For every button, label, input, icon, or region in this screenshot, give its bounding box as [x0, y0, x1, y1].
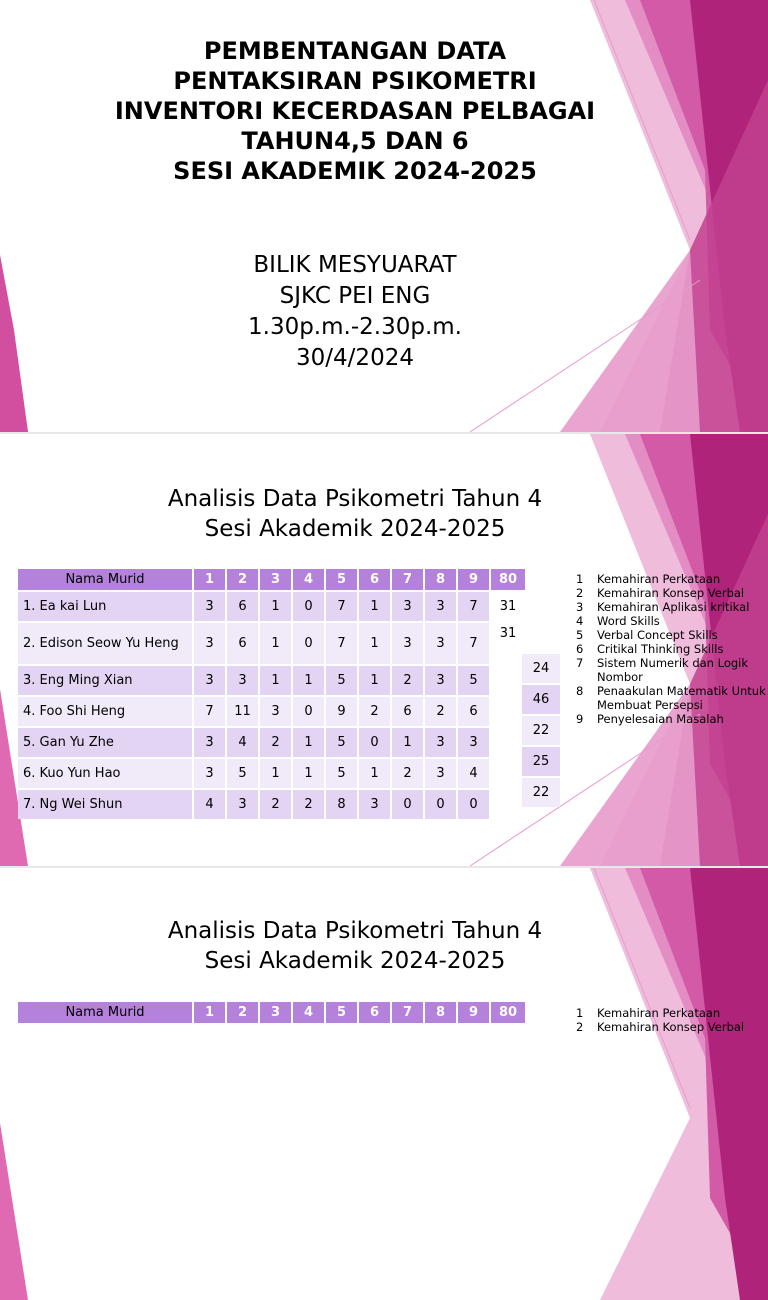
score-cell: 3: [260, 695, 293, 726]
score-cell: 2: [392, 664, 425, 695]
total-value: 24: [522, 654, 560, 683]
student-name: 1. Ea kai Lun: [18, 590, 194, 621]
score-cell: 0: [293, 621, 326, 664]
legend-text: Kemahiran Perkataan: [597, 1006, 721, 1020]
legend-number: 3: [576, 600, 584, 614]
legend-number: 2: [576, 586, 584, 600]
score-cell: 3: [194, 621, 227, 664]
header-cell: 5: [326, 569, 359, 590]
score-cell: 1: [260, 664, 293, 695]
table-header-row: [18, 1002, 527, 1023]
score-cell: 8: [326, 788, 359, 819]
slide-2-title: [60, 484, 650, 544]
legend-text: Critikal Thinking Skills: [597, 642, 724, 656]
header-cell: 1: [194, 1002, 227, 1023]
title-line: TAHUN4,5 DAN 6: [241, 127, 469, 155]
score-cell: 11: [227, 695, 260, 726]
table-row: [18, 664, 527, 695]
score-cell: 2: [425, 695, 458, 726]
score-cell: 6: [392, 695, 425, 726]
legend-number: 2: [576, 1020, 584, 1034]
score-cell: 2: [260, 788, 293, 819]
header-cell: 2: [227, 1002, 260, 1023]
header-cell: 80: [491, 569, 527, 590]
legend-item: [576, 586, 766, 600]
score-cell: 1: [293, 726, 326, 757]
header-cell: 80: [491, 1002, 527, 1023]
header-cell: Nama Murid: [18, 569, 194, 590]
score-cell: 6: [227, 621, 260, 664]
subtitle-line: 1.30p.m.-2.30p.m.: [248, 314, 462, 340]
total-value: 46: [522, 685, 560, 714]
legend-item: [576, 614, 766, 628]
table-header-row: [18, 569, 527, 590]
score-cell: 5: [326, 664, 359, 695]
header-cell: 9: [458, 1002, 491, 1023]
header-cell: 8: [425, 1002, 458, 1023]
legend-number: 1: [576, 1006, 584, 1020]
score-cell: 3: [227, 664, 260, 695]
psychometric-table: [18, 1002, 527, 1023]
psychometric-table: [18, 569, 527, 819]
score-cell: 7: [326, 621, 359, 664]
legend-number: 6: [576, 642, 584, 656]
score-cell: 0: [392, 788, 425, 819]
header-cell: 9: [458, 569, 491, 590]
score-cell: 4: [458, 757, 491, 788]
total-value: 25: [522, 747, 560, 776]
title-line: INVENTORI KECERDASAN PELBAGAI: [114, 97, 596, 125]
score-cell: 3: [359, 788, 392, 819]
title-line: Sesi Akademik 2024-2025: [204, 516, 506, 542]
header-cell: 7: [392, 569, 425, 590]
table-row: [18, 757, 527, 788]
legend-item: [576, 572, 766, 586]
legend-item: [576, 656, 766, 684]
legend-text: Kemahiran Konsep Verbal: [597, 1020, 745, 1034]
header-cell: 6: [359, 1002, 392, 1023]
score-cell: 6: [458, 695, 491, 726]
score-cell: 0: [293, 590, 326, 621]
slide-3-title: [60, 916, 650, 976]
score-cell: 7: [326, 590, 359, 621]
student-name: 6. Kuo Yun Hao: [18, 757, 194, 788]
legend-item: [576, 712, 766, 726]
legend-item: [576, 628, 766, 642]
subtitle-line: 30/4/2024: [296, 345, 414, 371]
score-cell: 3: [194, 590, 227, 621]
table-row: [18, 788, 527, 819]
score-cell: 3: [392, 621, 425, 664]
subtitle-line: BILIK MESYUARAT: [253, 252, 457, 278]
score-cell: 9: [326, 695, 359, 726]
header-cell: Nama Murid: [18, 1002, 194, 1023]
legend-item: [576, 684, 766, 712]
score-cell: 3: [425, 590, 458, 621]
legend-number: 5: [576, 628, 584, 642]
score-cell: 4: [227, 726, 260, 757]
student-name: 5. Gan Yu Zhe: [18, 726, 194, 757]
total-value: 22: [522, 716, 560, 745]
table-row: [18, 695, 527, 726]
slide-2: [0, 434, 768, 866]
score-cell: 7: [458, 590, 491, 621]
score-cell: 1: [359, 664, 392, 695]
header-cell: 6: [359, 569, 392, 590]
score-cell: 7: [194, 695, 227, 726]
score-cell: 1: [359, 621, 392, 664]
score-cell: 3: [194, 757, 227, 788]
score-cell: 1: [260, 621, 293, 664]
score-cell: 6: [227, 590, 260, 621]
header-cell: 7: [392, 1002, 425, 1023]
score-cell: 3: [227, 788, 260, 819]
legend-text: Word Skills: [597, 614, 660, 628]
table-row: [18, 590, 527, 621]
legend-text: Penaakulan Matematik Untuk Membuat Persepsi: [597, 684, 766, 712]
score-cell: 1: [260, 757, 293, 788]
table-row: [18, 726, 527, 757]
title-line: Analisis Data Psikometri Tahun 4: [167, 486, 543, 512]
score-cell: 1: [293, 664, 326, 695]
category-legend: [576, 572, 766, 726]
score-cell: 0: [458, 788, 491, 819]
legend-number: 9: [576, 712, 584, 726]
score-cell: 7: [458, 621, 491, 664]
score-cell: 2: [359, 695, 392, 726]
category-legend: [576, 1006, 766, 1034]
score-cell: 3: [194, 664, 227, 695]
header-cell: 5: [326, 1002, 359, 1023]
header-cell: 3: [260, 1002, 293, 1023]
legend-number: 4: [576, 614, 584, 628]
score-cell: 0: [425, 788, 458, 819]
score-cell: 3: [425, 621, 458, 664]
header-cell: 1: [194, 569, 227, 590]
legend-number: 7: [576, 656, 584, 670]
title-line: PEMBENTANGAN DATA: [203, 37, 507, 65]
legend-text: Verbal Concept Skills: [597, 628, 718, 642]
student-name: 3. Eng Ming Xian: [18, 664, 194, 695]
header-cell: 3: [260, 569, 293, 590]
score-cell: 3: [458, 726, 491, 757]
score-cell: 1: [293, 757, 326, 788]
slide-1: [0, 0, 768, 432]
score-cell: 5: [326, 726, 359, 757]
score-cell: 3: [425, 726, 458, 757]
score-cell: 2: [293, 788, 326, 819]
student-name: 4. Foo Shi Heng: [18, 695, 194, 726]
score-cell: 3: [425, 757, 458, 788]
legend-number: 8: [576, 684, 584, 698]
total-cell: 31: [491, 590, 527, 621]
legend-text: Kemahiran Aplikasi kritikal: [597, 600, 750, 614]
legend-text: Kemahiran Konsep Verbal: [597, 586, 745, 600]
header-cell: 4: [293, 569, 326, 590]
score-cell: 1: [392, 726, 425, 757]
score-cell: 5: [227, 757, 260, 788]
legend-number: 1: [576, 572, 584, 586]
slide-3: [0, 868, 768, 1300]
score-cell: 4: [194, 788, 227, 819]
title-line: SESI AKADEMIK 2024-2025: [173, 157, 537, 185]
score-cell: 1: [359, 590, 392, 621]
score-cell: 3: [392, 590, 425, 621]
legend-text: Sistem Numerik dan Logik Nombor: [597, 656, 749, 684]
total-value: 22: [522, 778, 560, 807]
score-cell: 2: [260, 726, 293, 757]
score-cell: 2: [392, 757, 425, 788]
header-cell: 4: [293, 1002, 326, 1023]
score-cell: 0: [359, 726, 392, 757]
table-row: [18, 621, 527, 664]
slide-1-subtitle: [150, 250, 560, 374]
score-cell: 0: [293, 695, 326, 726]
score-cell: 3: [425, 664, 458, 695]
student-name: 7. Ng Wei Shun: [18, 788, 194, 819]
legend-item: [576, 600, 766, 614]
legend-item: [576, 1006, 766, 1020]
title-line: Sesi Akademik 2024-2025: [204, 948, 506, 974]
student-name: 2. Edison Seow Yu Heng: [18, 621, 194, 664]
score-cell: 1: [260, 590, 293, 621]
score-cell: 1: [359, 757, 392, 788]
subtitle-line: SJKC PEI ENG: [279, 283, 431, 309]
legend-text: Penyelesaian Masalah: [597, 712, 724, 726]
header-cell: 2: [227, 569, 260, 590]
score-cell: 5: [458, 664, 491, 695]
legend-text: Kemahiran Perkataan: [597, 572, 721, 586]
legend-item: [576, 642, 766, 656]
legend-item: [576, 1020, 766, 1034]
title-line: Analisis Data Psikometri Tahun 4: [167, 918, 543, 944]
score-cell: 3: [194, 726, 227, 757]
total-cell: 31: [491, 621, 527, 664]
score-cell: 5: [326, 757, 359, 788]
title-line: PENTAKSIRAN PSIKOMETRI: [173, 67, 537, 95]
header-cell: 8: [425, 569, 458, 590]
slide-1-title: [60, 36, 650, 186]
